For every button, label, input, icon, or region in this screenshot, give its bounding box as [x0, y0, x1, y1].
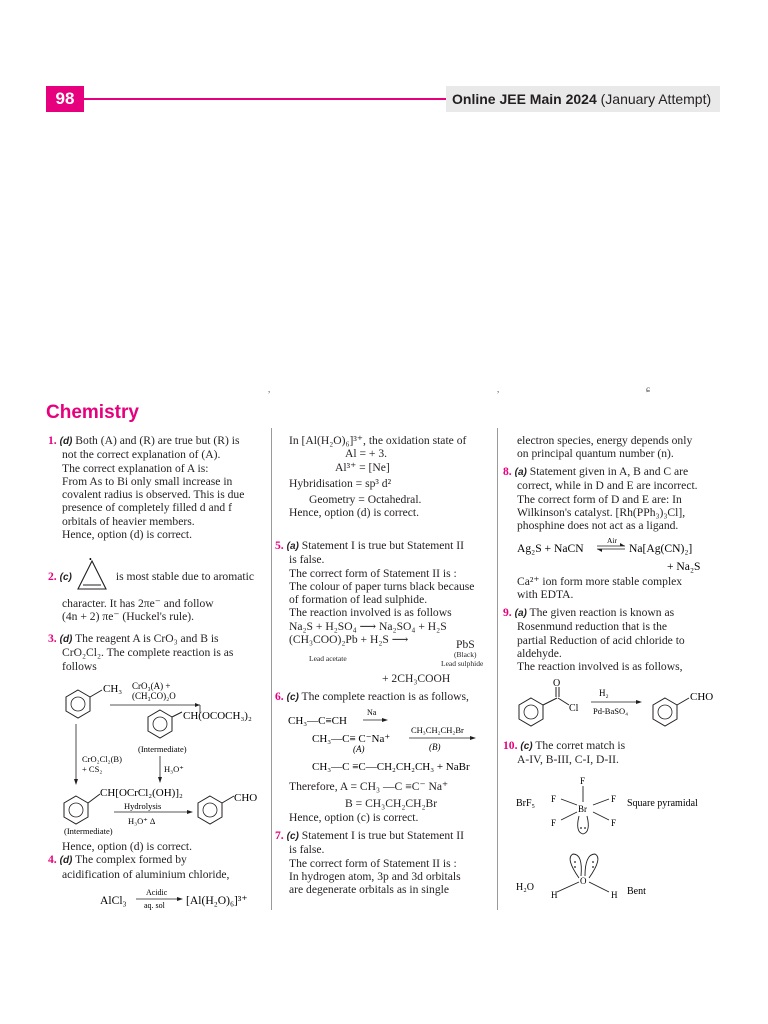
intermediate-label: CH₃—C≡ C⁻Na⁺: [312, 733, 391, 745]
text-line: with EDTA.: [517, 588, 574, 602]
text-line: are degenerate orbitals as in single: [289, 883, 449, 897]
reagent-label: Hydrolysis: [124, 801, 162, 811]
reagent-label: H₃O⁺: [164, 764, 184, 774]
text-line: not the correct explanation of (A).: [62, 448, 221, 462]
text-line: Wilkinson's catalyst. [Rh(PPh₃)₃Cl],: [517, 505, 686, 519]
text-line: The correct form of Statement II is :: [289, 856, 457, 870]
text-line: of formation of lead sulphide.: [289, 593, 428, 607]
methyl-label: CH₃: [103, 683, 123, 695]
q-number: 6.: [275, 690, 284, 703]
text-line: In hydrogen atom, 3p and 3d orbitals: [289, 869, 461, 883]
text-line: The corret match is: [535, 739, 626, 752]
text-line: The correct form of D and E are: In: [517, 492, 682, 506]
answer-10: [503, 739, 723, 767]
equation-line: (CH₃COO)₂Pb + H₂S ⟶: [289, 633, 409, 647]
answer-3-conclusion: [48, 840, 268, 881]
geometry-label: Square pyramidal: [627, 798, 698, 809]
q-option: (a): [514, 467, 527, 478]
text-line: (4n + 2) πe⁻ (Huckel's rule).: [62, 610, 194, 624]
positive-charge-dot: •: [89, 556, 92, 564]
reagent-label: CrO₃(A) +: [132, 681, 171, 691]
fluorine-label: F: [611, 818, 617, 828]
text-line: is false.: [289, 553, 325, 567]
q-option: (d): [59, 855, 73, 867]
hydrogen-label: H: [551, 890, 558, 900]
section-title: Chemistry: [46, 402, 139, 423]
stray-mark: ,: [497, 384, 500, 394]
silver-complex-equation: [505, 534, 727, 574]
text-line: The reaction involved is as follows,: [517, 660, 683, 674]
text-line: The colour of paper turns black because: [289, 579, 475, 593]
answer-7: [275, 829, 495, 896]
text-line: is false.: [289, 843, 325, 857]
q-option: (c): [286, 831, 299, 842]
oxygen-label: O: [553, 678, 561, 689]
answer-2: [48, 570, 268, 584]
text-line: Hence, option (d) is correct.: [62, 840, 193, 853]
text-line: is most stable due to aromatic: [115, 570, 254, 583]
header-title: [452, 86, 711, 112]
reagent-label: + CS₂: [82, 764, 103, 774]
compound-b-label: (B): [429, 742, 441, 752]
compound-a-label: (A): [353, 744, 365, 754]
equation-product: + Na₂S: [667, 560, 701, 573]
reagent-label: Na: [367, 708, 377, 717]
text-line: Statement I is true but Statement II: [301, 539, 465, 552]
text-line: Hybridisation = sp³ d²: [289, 476, 392, 490]
text-line: follows: [62, 659, 97, 673]
text-line: Hence, option (d) is correct.: [289, 506, 420, 520]
q-number: 8.: [503, 465, 512, 478]
reagent-label: H₃O⁺ Δ: [128, 816, 156, 826]
fluorine-label: F: [551, 818, 557, 828]
column-divider: [497, 428, 498, 910]
alcl3-equation: [48, 884, 270, 912]
answer-8-cont: [517, 575, 722, 602]
product-label: CH(OCOCH₃)₂: [183, 710, 252, 722]
text-line: Ca²⁺ ion form more stable complex: [517, 575, 683, 588]
brf5-structure: [505, 772, 727, 842]
text-line: Statement I is true but Statement II: [301, 829, 465, 842]
catalyst-label: Pd-BaSO₄: [593, 706, 629, 716]
text-line: The given reaction is known as: [529, 606, 675, 619]
stray-mark: ,: [268, 384, 271, 394]
aldehyde-label: CHO: [234, 792, 258, 804]
molecule-label: BrF₅: [516, 798, 536, 809]
reagent-label: (CH₃CO)₂O: [132, 691, 176, 701]
answer-8: [503, 465, 723, 532]
text-line: acidification of aluminium chloride,: [62, 867, 230, 881]
text-line: The correct explanation of A is:: [62, 461, 209, 475]
answer-2-cont: [48, 597, 268, 624]
page-number: 98: [46, 86, 84, 112]
header-title-main: Online JEE Main 2024: [452, 91, 597, 107]
rosenmund-reaction: [505, 676, 727, 732]
intermediate-label: (Intermediate): [138, 744, 187, 754]
q-option: (c): [520, 741, 533, 752]
q-option: (d): [59, 634, 73, 645]
text-line: Hence, option (c) is correct.: [289, 810, 419, 824]
q-option: (c): [59, 572, 72, 583]
condition-label: Acidic: [146, 888, 168, 897]
q-option: (a): [286, 541, 299, 552]
q-number: 1.: [48, 434, 57, 447]
text-line: The reagent A is CrO₃ and B is: [75, 632, 219, 645]
q-number: 2.: [48, 570, 57, 583]
q-number: 5.: [275, 539, 284, 552]
text-line: partial Reduction of acid chloride to: [517, 633, 685, 647]
q-option: (c): [286, 692, 299, 703]
equation-product: [Al(H₂O)₆]³⁺: [186, 894, 248, 907]
oxygen-label: O: [580, 876, 587, 886]
answer-6: [275, 690, 495, 704]
text-line: Hence, option (d) is correct.: [62, 528, 193, 542]
fluorine-label: F: [551, 794, 557, 804]
answer-3: [48, 632, 268, 673]
text-line: Al = + 3.: [345, 447, 388, 461]
text-line: The complex formed by: [75, 853, 187, 867]
text-line: on principal quantum number (n).: [517, 447, 674, 461]
answer-7-cont: [517, 434, 722, 461]
equation-reactant: AlCl₃: [100, 894, 127, 907]
q-option: (d): [59, 436, 73, 447]
h2o-structure: [505, 848, 727, 904]
product-label: CH₃—C ≡C—CH₂CH₂CH₃ + NaBr: [312, 761, 470, 773]
aldehyde-label: CHO: [690, 691, 714, 703]
q-number: 4.: [48, 853, 57, 867]
stray-mark: ɕ: [646, 384, 650, 394]
q-number: 9.: [503, 606, 512, 619]
text-line: The correct form of Statement II is :: [289, 566, 457, 580]
lead-acetate-label: Lead acetate: [309, 654, 347, 663]
black-label: (Black): [454, 650, 477, 659]
hydrogen-label: H: [611, 890, 618, 900]
text-line: The reaction involved is as follows: [289, 606, 452, 620]
answer-9: [503, 606, 723, 673]
geometry-label: Bent: [627, 886, 646, 897]
text-line: Statement given in A, B and C are: [529, 465, 689, 478]
reagent-label: CH₃CH₂CH₂Br: [411, 725, 464, 735]
answer-5: [275, 539, 495, 646]
text-line: orbitals of heavier members.: [62, 514, 195, 528]
header-rule: [84, 98, 446, 100]
text-line: electron species, energy depends only: [517, 434, 693, 447]
text-line: From As to Bi only small increase in: [62, 474, 233, 488]
text-line: character. It has 2πe⁻ and follow: [62, 597, 214, 610]
text-line: correct, while in D and E are incorrect.: [517, 479, 698, 493]
q-number: 7.: [275, 829, 284, 842]
text-line: The complete reaction is as follows,: [301, 690, 469, 703]
text-line: Therefore, A = CH₃ —C ≡C⁻ Na⁺: [289, 780, 449, 793]
alkyne-reaction-scheme: [285, 704, 497, 776]
column-divider: [271, 428, 272, 910]
answer-1: [48, 434, 268, 541]
equation-product: Na[Ag(CN)₂]: [629, 542, 693, 555]
q-number: 3.: [48, 632, 57, 645]
equation-line: + 2CH₃COOH: [382, 672, 451, 685]
text-line: In [Al(H₂O)₆]³⁺, the oxidation state of: [289, 434, 467, 447]
text-line: covalent radius is observed. This is due: [62, 488, 245, 502]
pbs-label: PbS: [456, 638, 475, 651]
q-number: 10.: [503, 739, 518, 752]
etard-reaction-scheme: [48, 672, 270, 840]
text-line: A-IV, B-III, C-I, D-II.: [517, 753, 619, 767]
condition-label: Air: [607, 536, 617, 545]
lead-sulphide-label: Lead sulphide: [441, 659, 484, 668]
reagent-label: H₂: [599, 688, 609, 698]
answer-4-cont: [289, 434, 495, 520]
fluorine-label: F: [611, 794, 617, 804]
answer-6-cont: [289, 780, 495, 824]
header-title-sub: (January Attempt): [600, 91, 712, 107]
text-line: aldehyde.: [517, 646, 562, 660]
q-option: (a): [514, 608, 527, 619]
product-label: CH[OCrCl₂(OH)]₂: [100, 787, 183, 799]
text-line: Both (A) and (R) are true but (R) is: [75, 434, 240, 447]
equation-line: Na₂S + H₂SO₄ ⟶ Na₂SO₄ + H₂S: [289, 619, 447, 633]
fluorine-label: F: [580, 776, 586, 786]
equation-reactant: Ag₂S + NaCN: [517, 542, 584, 555]
text-line: Al³⁺ = [Ne]: [335, 460, 390, 474]
text-line: presence of completely filled d and f: [62, 501, 232, 515]
reactant-label: CH₃—C≡CH: [288, 715, 347, 727]
molecule-label: H₂O: [516, 882, 534, 893]
text-line: Geometry = Octahedral.: [309, 493, 422, 507]
condition-label: aq. sol: [144, 901, 165, 910]
text-line: CrO₂Cl₂. The complete reaction is as: [62, 646, 234, 660]
chlorine-label: Cl: [569, 703, 579, 714]
text-line: Rosenmund reduction that is the: [517, 620, 668, 634]
bromine-label: Br: [578, 804, 587, 814]
text-line: B = CH₃CH₂CH₂Br: [345, 797, 438, 811]
intermediate-label: (Intermediate): [64, 826, 113, 836]
reagent-label: CrO₂Cl₂(B): [82, 754, 122, 764]
text-line: phosphine does not act as a ligand.: [517, 519, 679, 533]
